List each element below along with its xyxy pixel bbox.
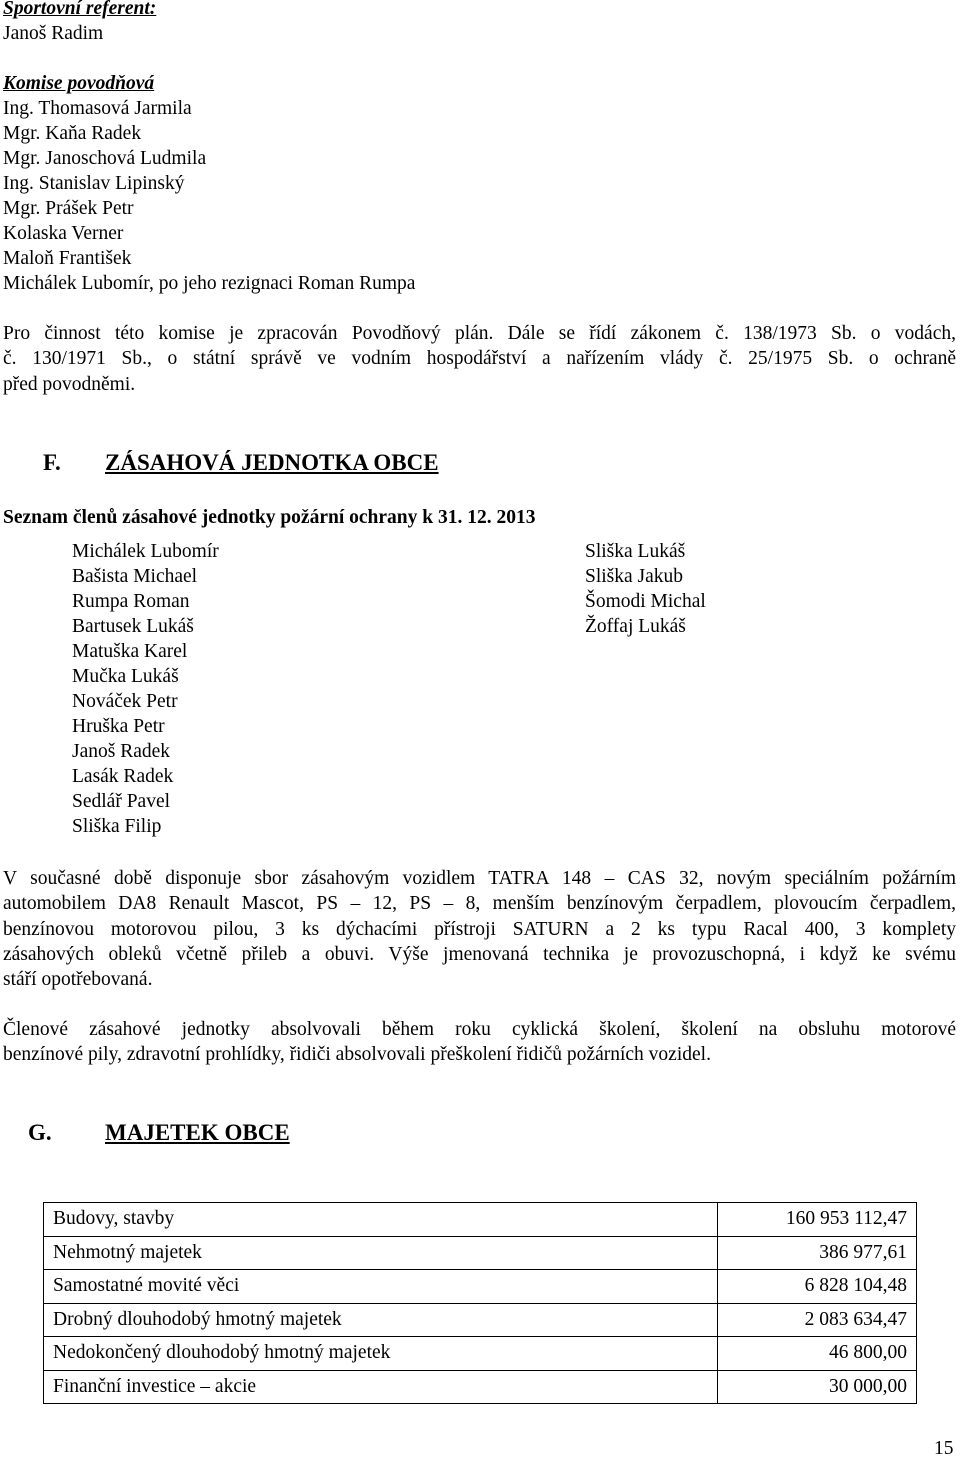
asset-item: Nedokončený dlouhodobý hmotný majetek xyxy=(44,1337,718,1371)
fire-unit-member: Sliška Filip xyxy=(72,816,162,837)
fire-unit-members-left xyxy=(72,539,219,839)
section-letter: G. xyxy=(28,1120,52,1145)
assets-table xyxy=(43,1202,917,1404)
asset-value: 46 800,00 xyxy=(718,1337,917,1371)
sport-referent-name: Janoš Radim xyxy=(3,23,104,44)
fire-unit-member: Matuška Karel xyxy=(72,641,188,662)
commission-member: Ing. Stanislav Lipinský xyxy=(3,173,185,194)
training-paragraph xyxy=(3,1017,956,1068)
paragraph-line: Pro činnost této komise je zpracován Povodňový plán. Dále se řídí zákonem č. 138/1973 Sb. o vodách, xyxy=(3,323,956,344)
fire-unit-member: Janoš Radek xyxy=(72,741,171,762)
paragraph-line: zásahových obleků včetně přileb a obuvi. Výše jmenovaná technika je provozuschopná, i když ke svému xyxy=(3,943,956,965)
commission-member: Kolaska Verner xyxy=(3,223,124,244)
section-f-heading xyxy=(43,450,439,475)
asset-value: 386 977,61 xyxy=(718,1236,917,1270)
section-title: MAJETEK OBCE xyxy=(105,1120,290,1145)
paragraph-line: stáří opotřebovaná. xyxy=(3,969,153,991)
table-row xyxy=(44,1236,917,1270)
asset-item: Budovy, stavby xyxy=(44,1203,718,1237)
asset-item: Nehmotný majetek xyxy=(44,1236,718,1270)
flood-commission-members xyxy=(3,96,415,296)
fire-unit-member: Sliška Lukáš xyxy=(585,541,686,562)
table-row xyxy=(44,1370,917,1404)
paragraph-line: benzínovou motorovou pilou, 3 ks dýchacími přístroji SATURN a 2 ks typu Racal 400, 3 komplety xyxy=(3,918,956,940)
equipment-paragraph xyxy=(3,866,956,992)
fire-unit-member: Sedlář Pavel xyxy=(72,791,171,812)
commission-member: Mgr. Kaňa Radek xyxy=(3,123,142,144)
paragraph-line: č. 130/1971 Sb., o státní správě ve vodním hospodářství a nařízením vlády č. 25/1975 Sb. o ochraně xyxy=(3,348,956,370)
fire-unit-list-heading: Seznam členů zásahové jednotky požární ochrany k 31. 12. 2013 xyxy=(3,507,536,528)
asset-item: Finanční investice – akcie xyxy=(44,1370,718,1404)
asset-value: 2 083 634,47 xyxy=(718,1303,917,1337)
fire-unit-member: Sliška Jakub xyxy=(585,566,684,587)
fire-unit-member: Nováček Petr xyxy=(72,691,178,712)
commission-member: Mgr. Prášek Petr xyxy=(3,198,134,219)
fire-unit-member: Michálek Lubomír xyxy=(72,541,219,562)
commission-member: Mgr. Janoschová Ludmila xyxy=(3,148,207,169)
fire-unit-member: Rumpa Roman xyxy=(72,591,190,612)
asset-item: Samostatné movité věci xyxy=(44,1270,718,1304)
section-letter: F. xyxy=(43,450,61,475)
asset-value: 30 000,00 xyxy=(718,1370,917,1404)
section-g-heading xyxy=(28,1120,290,1145)
fire-unit-members-right xyxy=(585,539,706,639)
page-number: 15 xyxy=(934,1438,954,1459)
asset-item: Drobný dlouhodobý hmotný majetek xyxy=(44,1303,718,1337)
table-row xyxy=(44,1337,917,1371)
sport-referent-heading: Sportovní referent: xyxy=(3,0,157,19)
paragraph-line: automobilem DA8 Renault Mascot, PS – 12, PS – 8, menším benzínovým čerpadlem, plovoucím čerpadlem, xyxy=(3,893,956,915)
fire-unit-member: Žoffaj Lukáš xyxy=(585,616,686,637)
fire-unit-member: Mučka Lukáš xyxy=(72,666,179,687)
commission-member: Ing. Thomasová Jarmila xyxy=(3,98,192,119)
fire-unit-member: Šomodi Michal xyxy=(585,591,706,612)
section-title: ZÁSAHOVÁ JEDNOTKA OBCE xyxy=(105,450,439,475)
table-row xyxy=(44,1203,917,1237)
flood-commission-paragraph xyxy=(3,321,956,397)
paragraph-line: benzínové pily, zdravotní prohlídky, řidiči absolvovali přeškolení řidičů požárních vozidel. xyxy=(3,1044,711,1066)
table-row xyxy=(44,1303,917,1337)
fire-unit-member: Hruška Petr xyxy=(72,716,165,737)
fire-unit-member: Bartusek Lukáš xyxy=(72,616,194,637)
paragraph-line: V současné době disponuje sbor zásahovým vozidlem TATRA 148 – CAS 32, novým speciálním požárním xyxy=(3,868,956,889)
asset-value: 6 828 104,48 xyxy=(718,1270,917,1304)
commission-member: Maloň František xyxy=(3,248,132,269)
fire-unit-member: Lasák Radek xyxy=(72,766,174,787)
paragraph-line: před povodněmi. xyxy=(3,373,136,395)
flood-commission-heading: Komise povodňová xyxy=(3,73,155,94)
asset-value: 160 953 112,47 xyxy=(718,1203,917,1237)
paragraph-line: Členové zásahové jednotky absolvovali během roku cyklická školení, školení na obsluhu motorové xyxy=(3,1019,956,1040)
fire-unit-member: Bašista Michael xyxy=(72,566,198,587)
table-row xyxy=(44,1270,917,1304)
commission-member: Michálek Lubomír, po jeho rezignaci Roman Rumpa xyxy=(3,273,416,294)
